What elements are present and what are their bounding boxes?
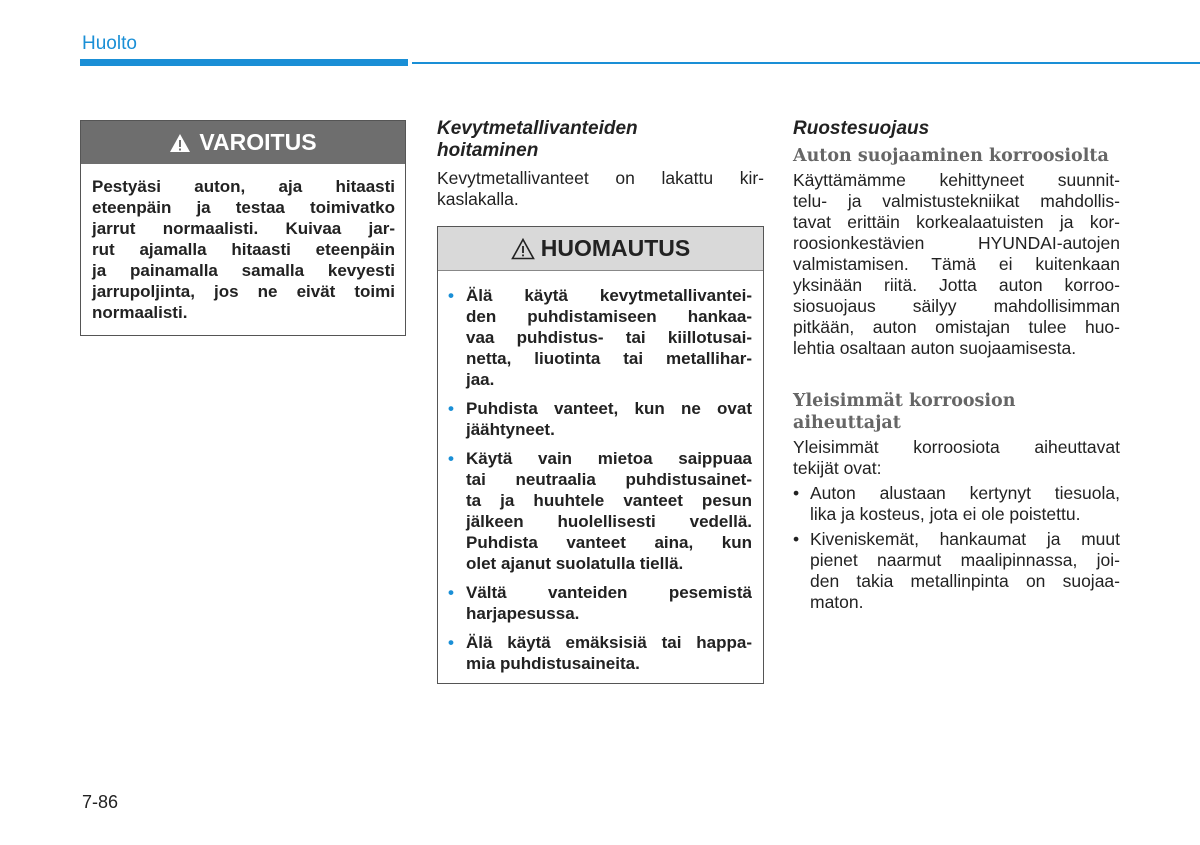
header-bar xyxy=(80,59,408,66)
list-item-line: tai neutraalia puhdistusainet- xyxy=(466,470,752,489)
caution-list-item xyxy=(448,398,752,440)
rust-section xyxy=(793,118,1120,613)
bullet-icon: • xyxy=(793,529,800,549)
bullet-icon: • xyxy=(448,399,454,418)
list-item-line: harjapesussa. xyxy=(466,604,580,623)
list-item-line: mia puhdistusaineita. xyxy=(466,654,640,673)
list-item-line: Vältä vanteiden pesemistä xyxy=(466,583,752,602)
warning-triangle-icon xyxy=(169,133,191,153)
page-number: 7-86 xyxy=(82,792,119,812)
caution-title: HUOMAUTUS xyxy=(540,235,691,261)
list-item-line: Puhdista vanteet aina, kun xyxy=(466,533,752,552)
caution-header xyxy=(438,227,763,271)
warning-box xyxy=(80,120,406,336)
para-line: Yleisimmät korroosiota aiheuttavat xyxy=(793,437,1120,457)
list-item-line: den puhdistamiseen hankaa- xyxy=(466,307,752,326)
causes-list xyxy=(793,483,1120,613)
list-item-line: den takia metallinpinta on suojaa- xyxy=(810,571,1120,591)
list-item xyxy=(793,483,1120,525)
warning-line: rut ajamalla hitaasti eteenpäin xyxy=(92,240,395,259)
list-item-line: maton. xyxy=(810,592,864,612)
caution-box xyxy=(437,226,764,684)
para-line: Käyttämämme kehittyneet suunnit- xyxy=(793,170,1120,190)
rust-paragraph xyxy=(793,170,1120,359)
list-item-line: jäähtyneet. xyxy=(466,420,555,439)
list-item-line: netta, liuotinta tai metallihar- xyxy=(466,349,752,368)
para-line: tavat erittäin korkealaatuisten ja kor- xyxy=(793,212,1120,232)
header-rule xyxy=(412,62,1200,64)
para-line: tekijät ovat: xyxy=(793,458,882,478)
caution-list-item xyxy=(448,448,752,574)
bullet-icon: • xyxy=(793,483,800,503)
warning-line: ja painamalla samalla kevyesti xyxy=(92,261,395,280)
list-item-line: Käytä vain mietoa saippuaa xyxy=(466,449,752,468)
warning-line: normaalisti. xyxy=(92,303,188,322)
causes-paragraph xyxy=(793,437,1120,479)
list-item-line: lika ja kosteus, jota ei ole poistettu. xyxy=(810,504,1081,524)
list-item-line: olet ajanut suolatulla tiellä. xyxy=(466,554,684,573)
warning-line: jarrut normaalisti. Kuivaa jar- xyxy=(92,219,395,238)
list-item-line: jälkeen huolellisesti vedellä. xyxy=(466,512,752,531)
list-item-line: vaa puhdistus- tai kiillotusai- xyxy=(466,328,752,347)
para-line: kaslakalla. xyxy=(437,189,519,209)
list-item-line: Älä käytä emäksisiä tai happa- xyxy=(466,633,752,652)
wheels-heading xyxy=(437,118,764,162)
rust-heading: Ruostesuojaus xyxy=(793,118,930,139)
list-item-line: ta ja huuhtele vanteet pesun xyxy=(466,491,752,510)
list-item-line: Älä käytä kevytmetallivantei- xyxy=(466,286,752,305)
caution-list-item xyxy=(448,285,752,390)
bullet-icon: • xyxy=(448,633,454,652)
warning-title: VAROITUS xyxy=(199,129,317,155)
caution-list xyxy=(438,271,763,674)
para-line: lehtia osaltaan auton suojaamisesta. xyxy=(793,338,1077,358)
list-item-line: Kiveniskemät, hankaumat ja muut xyxy=(810,529,1120,549)
bullet-icon: • xyxy=(448,583,454,602)
causes-subheading: Yleisimmät korroosion aiheuttajat xyxy=(793,391,1016,433)
caution-list-item xyxy=(448,632,752,674)
list-item xyxy=(793,529,1120,613)
wheels-section xyxy=(437,118,764,210)
bullet-icon: • xyxy=(448,449,454,468)
list-item-line: jaa. xyxy=(466,370,495,389)
warning-header xyxy=(81,121,405,164)
warning-line: jarrupoljinta, jos ne eivät toimi xyxy=(92,282,395,301)
warning-line: eteenpäin ja testaa toimivatko xyxy=(92,198,395,217)
para-line: yksinään riitä. Jotta auton korroo- xyxy=(793,275,1120,295)
caution-list-item xyxy=(448,582,752,624)
warning-line: Pestyäsi auton, aja hitaasti xyxy=(92,177,395,196)
list-item-line: Puhdista vanteet, kun ne ovat xyxy=(466,399,752,418)
para-line: Kevytmetallivanteet on lakattu kir- xyxy=(437,168,764,188)
warning-text xyxy=(81,164,405,323)
wheels-paragraph xyxy=(437,168,764,210)
para-line: valmistamisen. Tämä ei kuitenkaan xyxy=(793,254,1120,274)
para-line: pitkään, auton omistajan tulee huo- xyxy=(793,317,1120,337)
caution-triangle-icon xyxy=(511,238,535,260)
rust-subheading: Auton suojaaminen korroosiolta xyxy=(793,146,1109,166)
bullet-icon: • xyxy=(448,286,454,305)
list-item-line: pienet naarmut maalipinnassa, joi- xyxy=(810,550,1120,570)
list-item-line: Auton alustaan kertynyt tiesuola, xyxy=(810,483,1120,503)
para-line: telu- ja valmistustekniikat mahdollis- xyxy=(793,191,1120,211)
heading-line: hoitaminen xyxy=(437,140,539,161)
para-line: siosuojaus säilyy mahdollisimman xyxy=(793,296,1120,316)
heading-line: Kevytmetallivanteiden xyxy=(437,118,638,139)
para-line: roosionkestävien HYUNDAI-autojen xyxy=(793,233,1120,253)
section-title: Huolto xyxy=(82,33,137,54)
